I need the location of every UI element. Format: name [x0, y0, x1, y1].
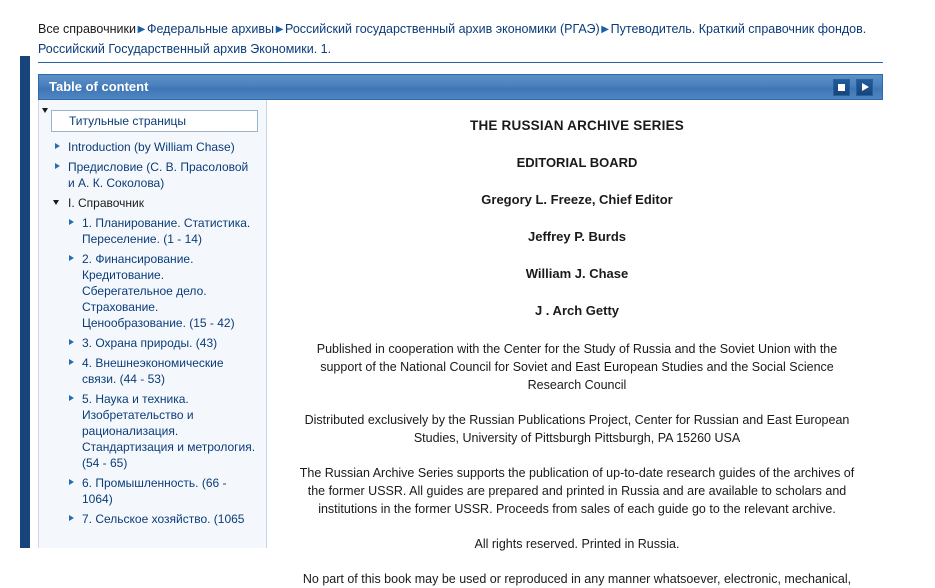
document-paragraph: Published in cooperation with the Center for the Study of Russia and the Soviet Union with the support of the National Council for Soviet and East European Studies and the Social Science Research Council [316, 342, 838, 392]
chevron-right-icon [69, 395, 74, 401]
breadcrumb-chevron-icon: ▶ [601, 24, 609, 35]
breadcrumb [38, 20, 883, 59]
chevron-down-icon [53, 200, 59, 205]
editor-name: Gregory L. Freeze, Chief Editor [481, 192, 673, 207]
document-paragraph: Distributed exclusively by the Russian Publications Project, Center for Russian and East European Studies, University of Pittsburgh Pittsburgh, PA 15260 USA [304, 413, 850, 445]
chevron-right-icon [69, 515, 74, 521]
toc-item-label: 7. Сельское хозяйство. (1065 [82, 512, 245, 526]
stop-icon [838, 84, 845, 91]
table-of-contents-panel[interactable] [39, 100, 267, 548]
breadcrumb-chevron-icon: ▶ [137, 24, 146, 35]
chevron-right-icon [69, 359, 74, 365]
breadcrumb-item-1[interactable]: Федеральные архивы [146, 22, 275, 36]
breadcrumb-item-2[interactable]: Российский государственный архив экономики (РГАЭ) [285, 22, 600, 36]
toc-item-section-6[interactable] [65, 474, 260, 508]
breadcrumb-item-3[interactable]: Путеводитель. Краткий справочник фондов. Российский Государственный архив Экономики. 1. [38, 22, 867, 56]
toc-item-label: I. Справочник [68, 196, 144, 210]
editor-name: Jeffrey P. Burds [527, 229, 627, 244]
breadcrumb-divider [38, 62, 883, 63]
breadcrumb-item-0[interactable]: Все справочники [38, 22, 136, 36]
toc-item-spravochnik[interactable] [51, 194, 260, 212]
toc-item-preface[interactable] [51, 158, 260, 192]
toc-item-section-7[interactable] [65, 510, 260, 528]
toc-item-label: 6. Промышленность. (66 - 1064) [82, 476, 227, 506]
left-rail [0, 0, 31, 548]
chevron-right-icon [69, 219, 74, 225]
play-button[interactable] [856, 79, 873, 96]
toc-item-label: 2. Финансирование. Кредитование. Сберегательное дело. Страхование. Ценообразование. (15 - 42) [82, 252, 235, 330]
toc-item-label: 4. Внешнеэкономические связи. (44 - 53) [82, 356, 224, 386]
toc-item-label: 5. Наука и техника. Изобретательство и рационализация. Стандартизация и метрология. (54 - 65) [82, 392, 256, 470]
toc-item-section-1[interactable] [65, 214, 260, 248]
play-icon [862, 83, 869, 91]
toc-title-pages[interactable] [51, 110, 258, 132]
stop-button[interactable] [833, 79, 850, 96]
chevron-right-icon [55, 143, 60, 149]
toc-item-section-5[interactable] [65, 390, 260, 472]
toc-item-label: 3. Охрана природы. (43) [82, 336, 218, 350]
document-viewer[interactable] [268, 100, 884, 586]
document-subheading: EDITORIAL BOARD [516, 155, 638, 170]
breadcrumb-chevron-icon: ▶ [275, 24, 284, 35]
toc-title-pages-label: Титульные страницы [69, 114, 187, 128]
chevron-right-icon [55, 163, 60, 169]
document-heading: THE RUSSIAN ARCHIVE SERIES [470, 118, 684, 133]
page-title: Table of content [49, 79, 149, 94]
toc-item-section-2[interactable] [65, 250, 260, 332]
toc-item-label: Introduction (by William Chase) [68, 140, 235, 154]
left-rail-accent [20, 56, 30, 548]
chevron-right-icon [69, 339, 74, 345]
toc-item-section-4[interactable] [65, 354, 260, 388]
toc-item-introduction[interactable] [51, 138, 260, 156]
toc-item-label: 1. Планирование. Статистика. Переселение. (1 - 14) [82, 216, 251, 246]
editor-name: William J. Chase [525, 266, 629, 281]
document-paragraph: The Russian Archive Series supports the publication of up-to-date research guides of the archives of the former USSR. All guides are prepared and printed in Russia and are available to scholars and institutions in the former USSR. Proceeds from sales of each guide go to the relevant archive. [299, 466, 855, 516]
toc-item-section-3[interactable] [65, 334, 260, 352]
chevron-down-icon [42, 108, 48, 113]
editor-name: J . Arch Getty [534, 303, 620, 318]
chevron-right-icon [69, 255, 74, 261]
content-area [38, 100, 883, 586]
chevron-right-icon [69, 479, 74, 485]
document-paragraph: All rights reserved. Printed in Russia. [474, 537, 680, 551]
toc-item-label: Предисловие (С. В. Прасоловой и А. К. Соколова) [68, 160, 249, 190]
document-paragraph: No part of this book may be used or reproduced in any manner whatsoever, electronic, mechanical, [302, 572, 852, 586]
toc-header-bar [38, 74, 883, 100]
